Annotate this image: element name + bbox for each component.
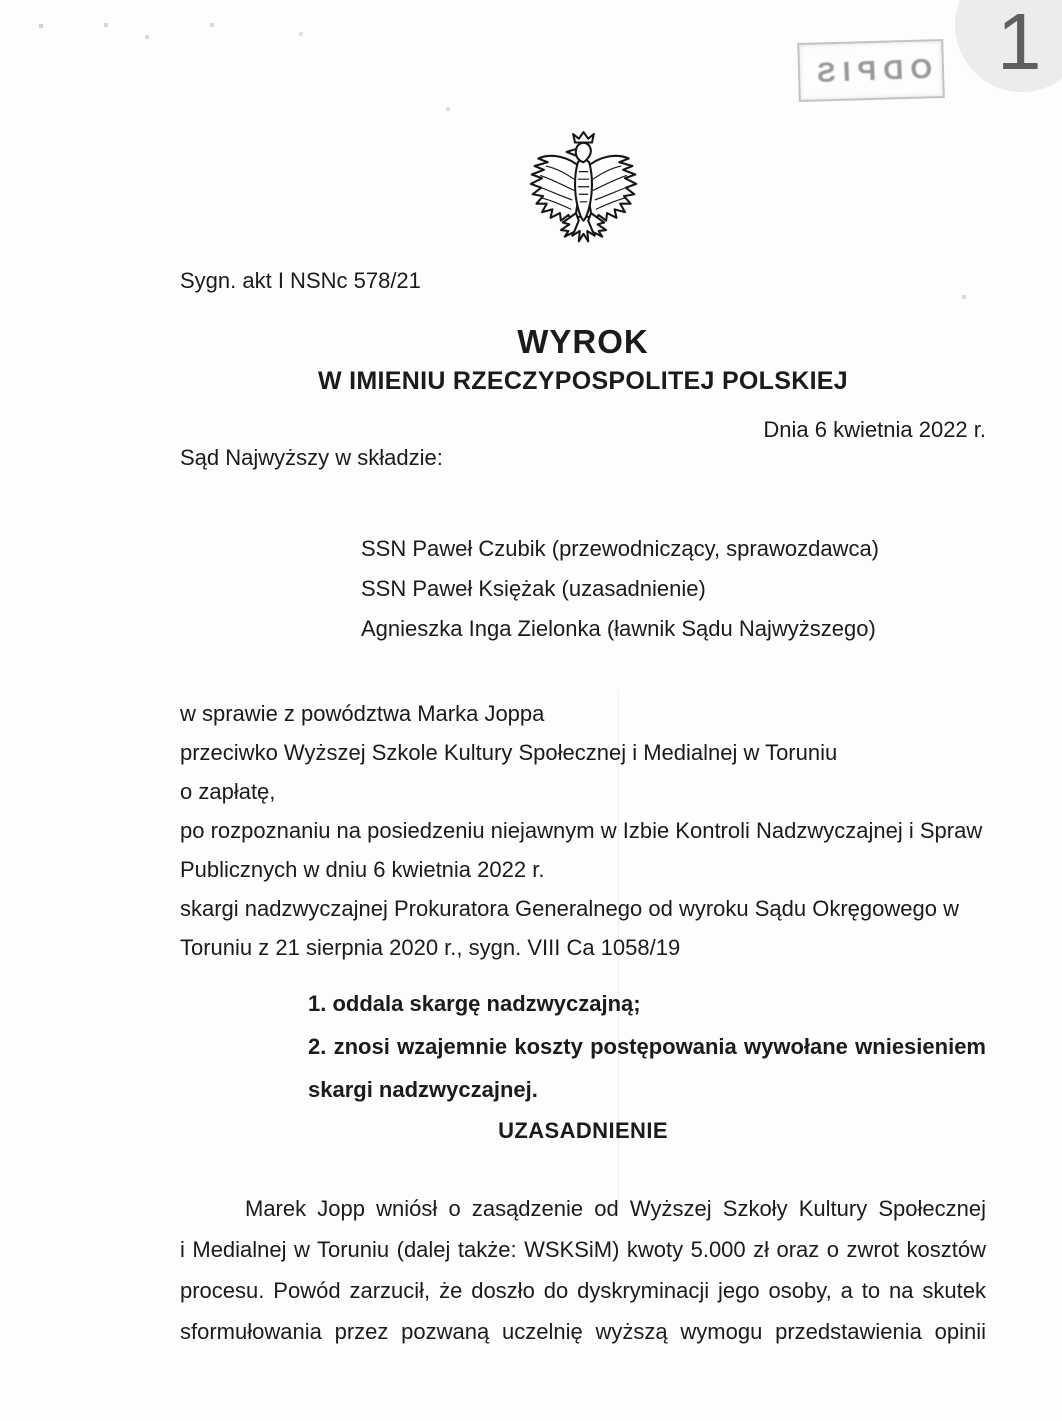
polish-eagle-emblem-icon — [527, 130, 640, 251]
judges-list — [361, 529, 879, 649]
page-number-badge — [955, 0, 1062, 92]
ruling-point-1: 1. oddala skargę nadzwyczajną; — [308, 991, 641, 1016]
case-description — [180, 694, 1000, 967]
case-line: o zapłatę, — [180, 779, 276, 804]
case-line: w sprawie z powództwa Marka Joppa — [180, 701, 545, 726]
justification-heading: UZASADNIENIE — [498, 1118, 668, 1143]
page-number: 1 — [997, 0, 1040, 86]
ruling-section — [308, 982, 986, 1111]
case-line: skargi nadzwyczajnej Prokuratora Generalnego od wyroku Sądu Okręgowego w — [180, 896, 959, 921]
judgment-subtitle: W IMIENIU RZECZYPOSPOLITEJ POLSKIEJ — [317, 367, 848, 395]
justification-paragraph — [180, 1188, 986, 1352]
case-line: Toruniu z 21 sierpnia 2020 r., sygn. VIII Ca 1058/19 — [180, 935, 681, 960]
judge-name: Agnieszka Inga Zielonka (ławnik Sądu Najwyższego) — [361, 616, 876, 641]
case-line: przeciwko Wyższej Szkole Kultury Społecznej i Medialnej w Toruniu — [180, 740, 838, 765]
paragraph-line: sformułowania przez pozwaną uczelnię wyższą wymogu przedstawienia opinii — [180, 1319, 986, 1344]
odpis-stamp-label: ODPIS — [809, 52, 933, 88]
case-number: Sygn. akt I NSNc 578/21 — [180, 268, 421, 293]
case-line: po rozpoznaniu na posiedzeniu niejawnym w Izbie Kontroli Nadzwyczajnej i Spraw — [180, 818, 983, 843]
case-line: Publicznych w dniu 6 kwietnia 2022 r. — [180, 857, 545, 882]
judge-name: SSN Paweł Czubik (przewodniczący, sprawozdawca) — [361, 536, 880, 561]
judgment-title: WYROK — [517, 323, 649, 360]
scan-noise — [0, 0, 2, 2]
judgment-date: Dnia 6 kwietnia 2022 r. — [763, 417, 986, 442]
judge-name: SSN Paweł Księżak (uzasadnienie) — [361, 576, 706, 601]
ruling-point-2: 2. znosi wzajemnie koszty postępowania wywołane wniesieniem — [308, 1034, 986, 1059]
paragraph-line: procesu. Powód zarzucił, że doszło do dyskryminacji jego osoby, a to na skutek — [180, 1278, 986, 1303]
odpis-stamp — [797, 39, 945, 102]
title-block — [180, 322, 986, 396]
panel-intro: Sąd Najwyższy w składzie: — [180, 445, 443, 470]
paragraph-line: i Medialnej w Toruniu (dalej także: WSKSiM) kwoty 5.000 zł oraz o zwrot kosztów — [180, 1237, 986, 1262]
paragraph-line: Marek Jopp wniósł o zasądzenie od Wyższej Szkoły Kultury Społecznej — [245, 1196, 986, 1221]
ruling-point-2-continued: skargi nadzwyczajnej. — [308, 1077, 538, 1102]
